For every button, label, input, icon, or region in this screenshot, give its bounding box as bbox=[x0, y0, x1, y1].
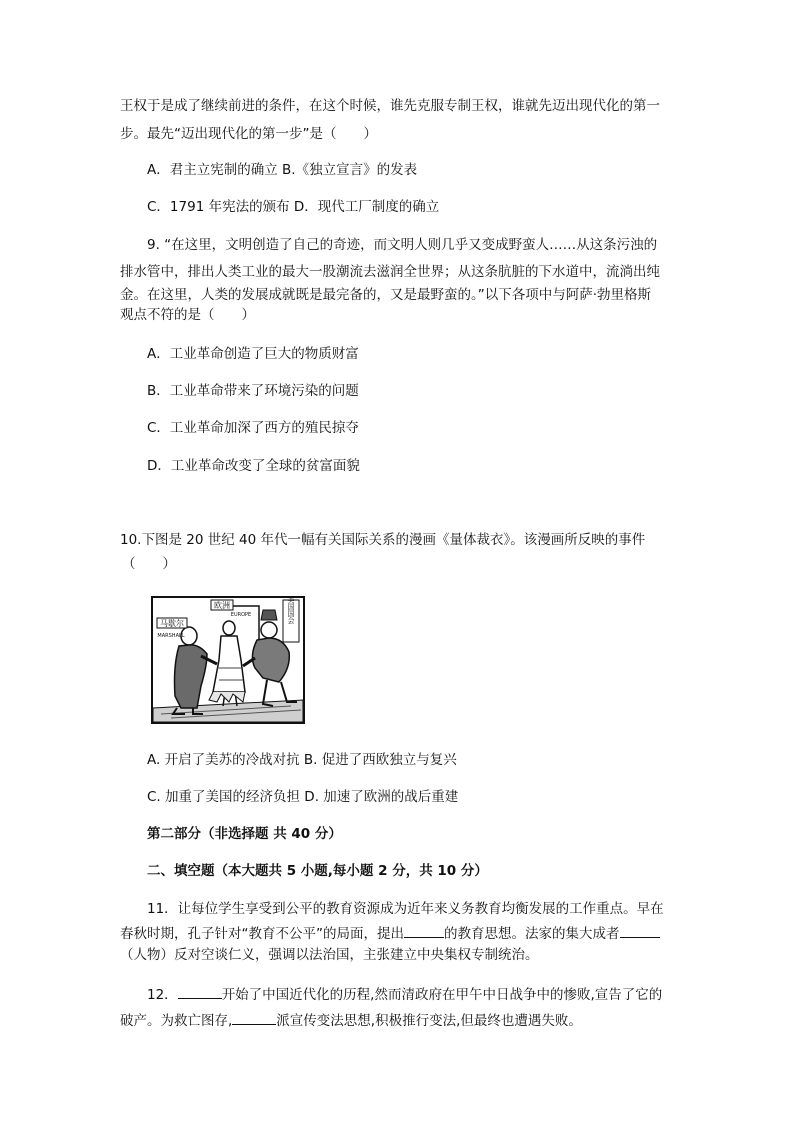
q9-stem-line3: 金。在这里，人类的发展成就既是最完备的，又是最野蛮的。”以下各项中与阿萨·勃里格斯 bbox=[120, 287, 652, 303]
cartoon-tailoring-image bbox=[151, 596, 305, 724]
q8-stem-line2: 步。最先“迈出现代化的第一步”是（ ） bbox=[120, 126, 377, 142]
q8-options-ab: A．君主立宪制的确立 B.《独立宣言》的发表 bbox=[147, 162, 418, 178]
q12-stem-line2 bbox=[120, 1011, 582, 1030]
q9-option-c: C．工业革命加深了西方的殖民掠夺 bbox=[147, 420, 359, 436]
q9-stem-line1: 9. “在这里，文明创造了自己的奇迹，而文明人则几乎又变成野蛮人……从这条污浊的 bbox=[147, 237, 658, 253]
q11-blank-2[interactable] bbox=[620, 924, 660, 938]
cartoon-label-europe-en: EUROPE bbox=[230, 612, 252, 618]
q12-blank-1[interactable] bbox=[178, 985, 222, 999]
q10-options-cd: C. 加重了美国的经济负担 D. 加速了欧洲的战后重建 bbox=[147, 789, 459, 805]
q10-stem-line1: 10.下图是 20 世纪 40 年代一幅有关国际关系的漫画《量体裁衣》。该漫画所反映的事件 bbox=[120, 532, 646, 548]
q12-number: 12． bbox=[147, 987, 178, 1003]
q9-stem-line4: 观点不符的是（ ） bbox=[120, 307, 255, 323]
q8-options-cd: C．1791 年宪法的颁布 D．现代工厂制度的确立 bbox=[147, 199, 440, 215]
cartoon-label-marshall: 马歇尔 bbox=[160, 619, 184, 628]
q10-stem-line2: （ ） bbox=[122, 556, 176, 572]
part2-heading: 第二部分（非选择题 共 40 分） bbox=[147, 826, 342, 842]
q9-option-d: D．工业革命改变了全球的贫富面貌 bbox=[147, 458, 360, 474]
q11-stem-line2 bbox=[120, 924, 660, 943]
q11-blank-1[interactable] bbox=[404, 924, 444, 938]
q11-stem-line3: （人物）反对空谈仁义，强调以法治国，主张建立中央集权专制统治。 bbox=[120, 947, 539, 963]
q12-stem-line1 bbox=[147, 985, 662, 1004]
q11-text-part1: 春秋时期，孔子针对“教育不公平”的局面，提出 bbox=[120, 926, 404, 942]
q10-options-ab: A. 开启了美苏的冷战对抗 B. 促进了西欧独立与复兴 bbox=[147, 752, 457, 768]
cartoon-label-europe: 欧洲 bbox=[214, 601, 230, 610]
q11-stem-line1: 11．让每位学生享受到公平的教育资源成为近年来义务教育均衡发展的工作重点。早在 bbox=[147, 901, 664, 917]
q9-option-b: B．工业革命带来了环境污染的问题 bbox=[147, 383, 359, 399]
cartoon-label-congress: 美国国会 bbox=[287, 596, 295, 624]
q12-blank-2[interactable] bbox=[232, 1011, 276, 1025]
q12-text-part3: 派宣传变法思想,积极推行变法,但最终也遭遇失败。 bbox=[276, 1013, 582, 1029]
q9-option-a: A．工业革命创造了巨大的物质财富 bbox=[147, 346, 359, 362]
q8-stem-line1: 王权于是成了继续前进的条件，在这个时候，谁先克服专制王权，谁就先迈出现代化的第一 bbox=[120, 98, 660, 114]
q12-text-part1: 开始了中国近代化的历程,然而清政府在甲午中日战争中的惨败,宣告了它的 bbox=[221, 987, 663, 1003]
q9-stem-line2: 排水管中，排出人类工业的最大一股潮流去滋润全世界；从这条肮脏的下水道中，流淌出纯 bbox=[120, 264, 660, 280]
q11-text-part2: 的教育思想。法家的集大成者 bbox=[444, 926, 620, 942]
q12-text-part2: 破产。为救亡图存, bbox=[120, 1013, 233, 1029]
section-heading-fill-in: 二、填空题（本大题共 5 小题,每小题 2 分，共 10 分） bbox=[147, 863, 488, 879]
cartoon-label-marshall-en: MARSHALL bbox=[157, 633, 185, 639]
